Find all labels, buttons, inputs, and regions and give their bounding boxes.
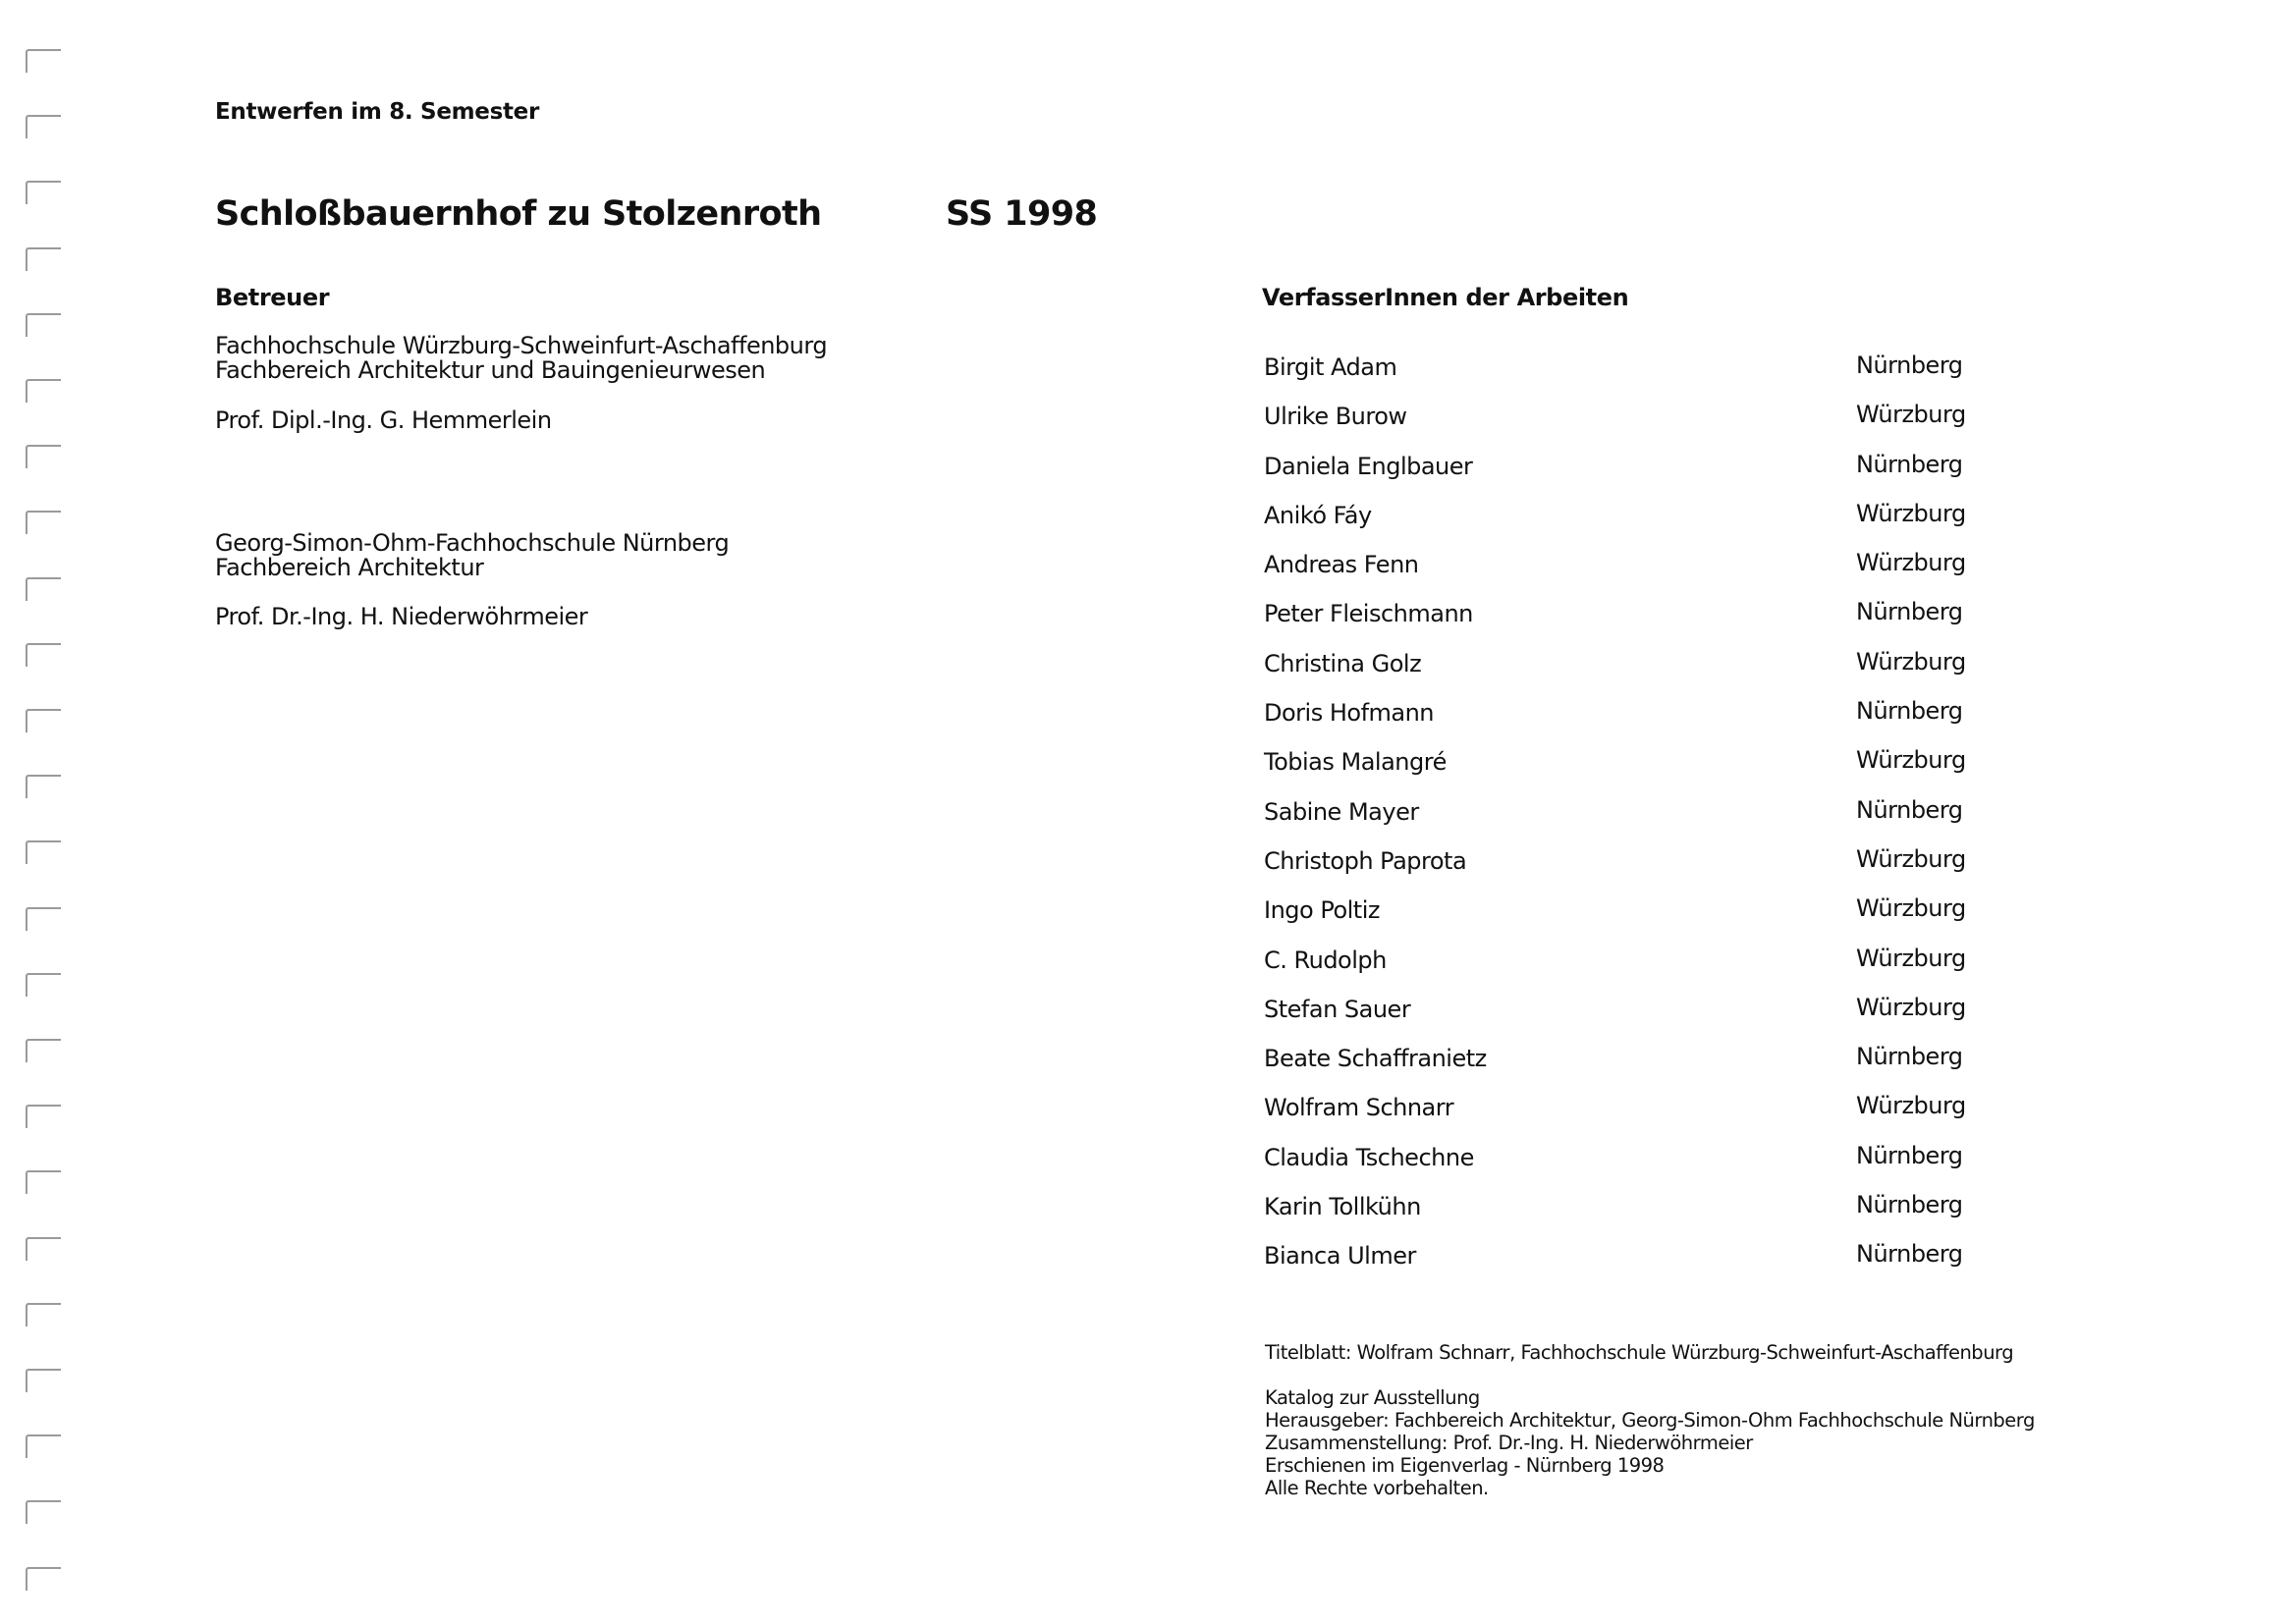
supervisor-institution-1 [215, 334, 827, 383]
author-name: Daniela Englbauer [1264, 452, 1473, 480]
author-row [1264, 944, 2030, 996]
supervisor-professor-1: Prof. Dipl.-Ing. G. Hemmerlein [215, 406, 552, 434]
publication-line: Herausgeber: Fachbereich Architektur, Georg-Simon-Ohm Fachhochschule Nürnberg [1265, 1409, 2035, 1432]
author-city: Würzburg [1856, 894, 1966, 923]
binding-hole [26, 49, 61, 73]
binding-hole [26, 313, 61, 337]
author-name: Wolfram Schnarr [1264, 1094, 1454, 1122]
institution-line: Georg-Simon-Ohm-Fachhochschule Nürnberg [215, 529, 730, 557]
author-city: Würzburg [1856, 1092, 1966, 1120]
author-name: Peter Fleischmann [1264, 600, 1473, 628]
author-name: Ulrike Burow [1264, 403, 1407, 431]
supervisor-institution-2 [215, 531, 729, 580]
authors-heading: VerfasserInnen der Arbeiten [1262, 284, 1629, 311]
author-city: Nürnberg [1856, 598, 1963, 626]
author-row [1264, 450, 2030, 502]
publication-line: Katalog zur Ausstellung [1265, 1386, 1480, 1409]
author-city: Nürnberg [1856, 1043, 1963, 1071]
author-city: Nürnberg [1856, 1191, 1963, 1219]
binding-hole [26, 1039, 61, 1062]
author-row [1264, 844, 2030, 896]
author-name: Ingo Poltiz [1264, 896, 1380, 925]
authors-list [1264, 353, 2030, 1292]
publication-line: Zusammenstellung: Prof. Dr.-Ing. H. Niederwöhrmeier [1265, 1432, 1753, 1454]
author-city: Würzburg [1856, 499, 1966, 527]
author-name: Christina Golz [1264, 649, 1422, 677]
author-row [1264, 1193, 2030, 1242]
author-name: Christoph Paprota [1264, 846, 1467, 875]
binding-hole [26, 643, 61, 667]
author-name: Karin Tollkühn [1264, 1193, 1421, 1221]
binding-hole [26, 1237, 61, 1261]
author-city: Würzburg [1856, 746, 1966, 775]
binding-hole [26, 907, 61, 931]
binding-holes [26, 49, 65, 1600]
author-row [1264, 353, 2030, 403]
author-name: Bianca Ulmer [1264, 1242, 1416, 1271]
author-row [1264, 1045, 2030, 1094]
author-city: Würzburg [1856, 993, 1966, 1021]
institution-line: Fachhochschule Würzburg-Schweinfurt-Aschaffenburg [215, 332, 828, 359]
binding-hole [26, 1170, 61, 1194]
author-city: Nürnberg [1856, 795, 1963, 824]
cover-credit: Titelblatt: Wolfram Schnarr, Fachhochschule Würzburg-Schweinfurt-Aschaffenburg [1265, 1341, 2014, 1364]
binding-hole [26, 1500, 61, 1524]
publication-line: Erschienen im Eigenverlag - Nürnberg 1998 [1265, 1454, 1665, 1477]
author-name: Anikó Fáy [1264, 501, 1372, 529]
author-name: C. Rudolph [1264, 946, 1387, 974]
binding-hole [26, 1105, 61, 1128]
binding-hole [26, 775, 61, 798]
author-city: Nürnberg [1856, 1240, 1963, 1269]
author-row [1264, 647, 2030, 699]
binding-hole [26, 1303, 61, 1326]
page-title: Schloßbauernhof zu Stolzenroth [215, 194, 822, 234]
author-city: Nürnberg [1856, 1141, 1963, 1169]
author-city: Nürnberg [1856, 352, 1963, 379]
semester-label: SS 1998 [946, 194, 1098, 234]
page-kicker: Entwerfen im 8. Semester [215, 99, 540, 125]
binding-hole [26, 181, 61, 204]
binding-hole [26, 445, 61, 468]
author-name: Doris Hofmann [1264, 699, 1435, 728]
supervisor-professor-2: Prof. Dr.-Ing. H. Niederwöhrmeier [215, 603, 588, 630]
publication-info [1265, 1386, 2035, 1499]
binding-hole [26, 840, 61, 864]
binding-hole [26, 577, 61, 601]
author-name: Beate Schaffranietz [1264, 1045, 1487, 1073]
author-row [1264, 1242, 2030, 1291]
publication-line: Alle Rechte vorbehalten. [1265, 1477, 1489, 1499]
author-row [1264, 699, 2030, 748]
author-row [1264, 403, 2030, 452]
supervisors-heading: Betreuer [215, 284, 330, 311]
binding-hole [26, 247, 61, 271]
author-name: Tobias Malangré [1264, 748, 1447, 777]
author-row [1264, 748, 2030, 797]
author-city: Nürnberg [1856, 697, 1963, 726]
author-row [1264, 600, 2030, 649]
author-row [1264, 1141, 2030, 1193]
binding-hole [26, 1369, 61, 1392]
author-row [1264, 795, 2030, 847]
binding-hole [26, 1567, 61, 1591]
institution-line: Fachbereich Architektur [215, 554, 484, 581]
author-name: Andreas Fenn [1264, 551, 1419, 579]
author-city: Würzburg [1856, 844, 1966, 873]
author-city: Würzburg [1856, 647, 1966, 676]
author-name: Sabine Mayer [1264, 797, 1419, 826]
author-name: Birgit Adam [1264, 353, 1397, 381]
binding-hole [26, 511, 61, 534]
author-name: Stefan Sauer [1264, 995, 1411, 1023]
author-row [1264, 896, 2030, 946]
author-name: Claudia Tschechne [1264, 1143, 1474, 1171]
author-row [1264, 551, 2030, 600]
binding-hole [26, 1434, 61, 1458]
institution-line: Fachbereich Architektur und Bauingenieurwesen [215, 356, 766, 384]
author-city: Würzburg [1856, 401, 1966, 429]
binding-hole [26, 379, 61, 403]
author-row [1264, 1094, 2030, 1143]
author-city: Würzburg [1856, 944, 1966, 972]
author-city: Würzburg [1856, 549, 1966, 577]
binding-hole [26, 709, 61, 732]
author-row [1264, 993, 2030, 1045]
binding-hole [26, 973, 61, 997]
author-city: Nürnberg [1856, 450, 1963, 478]
binding-hole [26, 115, 61, 138]
author-row [1264, 499, 2030, 551]
